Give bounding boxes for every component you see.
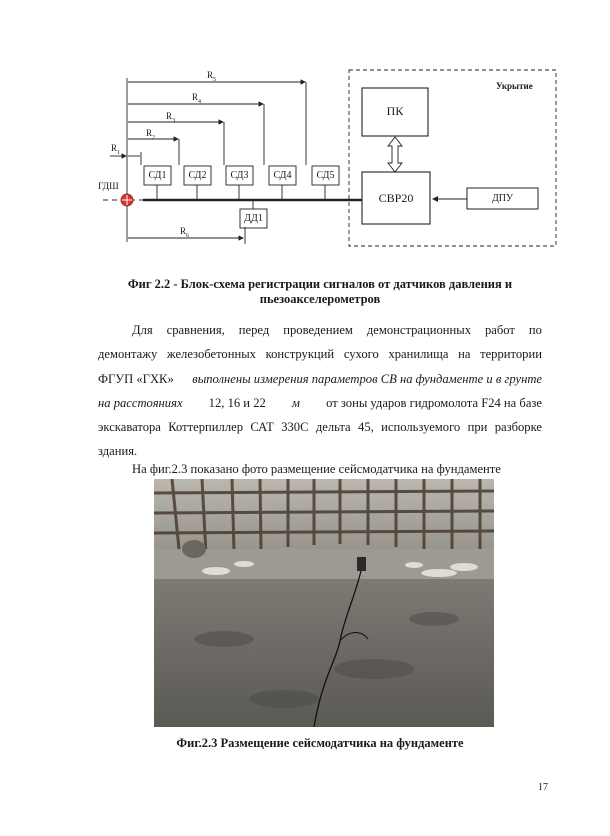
gdsh-label: ГДШ xyxy=(98,182,119,192)
sensor-label-4: СД4 xyxy=(273,170,292,181)
paragraph-2: На фиг.2.3 показано фото размещение сейсмодатчика на фундаменте xyxy=(132,462,501,476)
sensor-label-3: СД3 xyxy=(230,170,249,181)
svr20-label: СВР20 xyxy=(378,191,414,205)
paragraph-1 xyxy=(98,318,542,464)
p1-line1: Для сравнения, перед проведением демонстрационных работ по xyxy=(132,323,542,337)
p1-line4: на расстояниях 12, 16 и 22 м от зоны ударов гидромолота F24 на базе xyxy=(98,395,542,410)
p1-line5: экскаватора Коттерпиллер САТ 330С дельта 45, используемого при разборке xyxy=(98,420,542,435)
label-r1: $R_1$ xyxy=(111,143,121,156)
p1-line3: ФГУП «ГХК» выполнены измерения параметров СВ на фундаменте и в грунте xyxy=(98,371,542,386)
figure-2-2-caption xyxy=(60,277,580,307)
block-diagram xyxy=(0,0,610,260)
shelter-label: Укрытие xyxy=(496,81,533,91)
page-number: 17 xyxy=(538,782,548,793)
pc-svr-link xyxy=(388,137,402,172)
seismic-sensor-icon xyxy=(357,557,366,571)
label-r2: $R_2$ xyxy=(146,128,156,141)
figure-2-3-caption: Фиг.2.3 Размещение сейсмодатчика на фундаменте xyxy=(176,736,464,750)
label-r5: $R_5$ xyxy=(207,70,217,83)
label-r6: $R_6$ xyxy=(180,226,190,239)
seismic-sensor-photo xyxy=(154,479,494,727)
label-r3: $R_3$ xyxy=(166,111,176,124)
sensor-label-1: СД1 xyxy=(148,170,167,181)
dpu-label: ДПУ xyxy=(491,193,514,204)
dd-label: ДД1 xyxy=(244,213,263,224)
diagram-lines xyxy=(0,0,610,260)
figure-2-2-caption-line2: пьезоакселерометров xyxy=(259,292,381,306)
label-r4: $R_4$ xyxy=(192,92,202,105)
sensor-label-5: СД5 xyxy=(316,170,335,181)
figure-2-2-caption-line1: Фиг 2.2 - Блок-схема регистрации сигналов от датчиков давления и xyxy=(127,277,513,291)
sensor-label-2: СД2 xyxy=(188,170,207,181)
p1-line2: демонтажу железобетонных конструкций сухого хранилища на территории xyxy=(98,347,542,362)
pc-label: ПК xyxy=(386,104,404,118)
shelter-frame xyxy=(349,70,556,246)
photo-rendering xyxy=(154,479,494,727)
p1-line6: здания. xyxy=(98,444,138,459)
